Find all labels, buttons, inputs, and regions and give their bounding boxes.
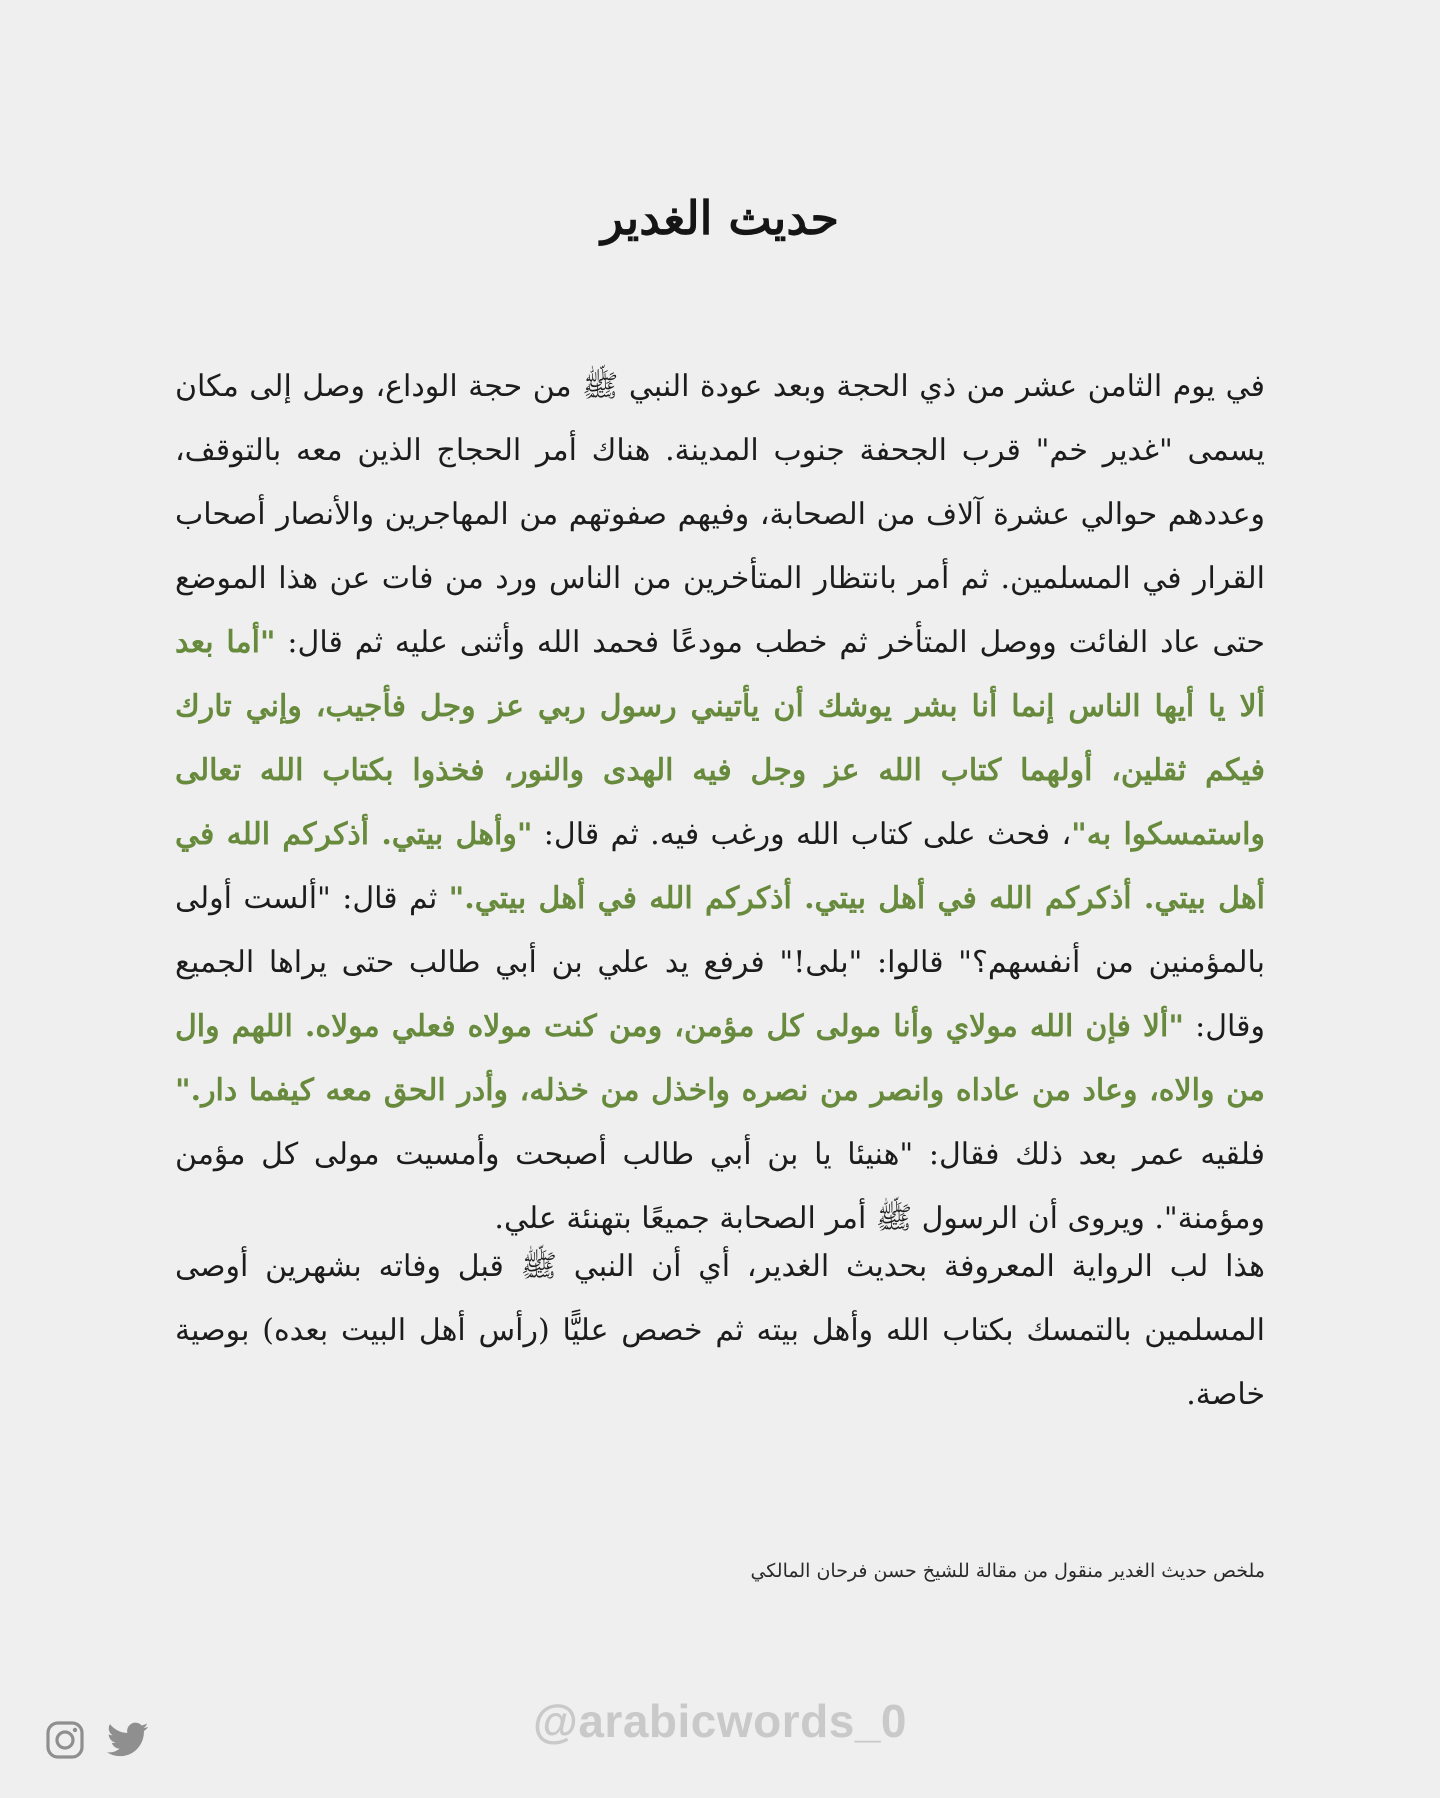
prophet-quote: "أما بعد ألا يا أيها الناس إنما أنا بشر يوشك أن يأتيني رسول ربي عز وجل فأجيب، وإني تارك فيكم ثقلين، أولهما كتاب الله عز وجل فيه الهدى والنور، فخذوا بكتاب الله تعالى واستمسكوا به" xyxy=(175,625,1265,852)
account-handle: @arabicwords_0 xyxy=(532,1695,907,1747)
prophet-quote: "وأهل بيتي. أذكركم الله في أهل بيتي. أذكركم الله في أهل بيتي. أذكركم الله في أهل بيتي." xyxy=(175,817,1265,916)
page-title: حديث الغدير xyxy=(601,190,839,245)
narrative-text: ، فحث على كتاب الله ورغب فيه. ثم قال: xyxy=(532,817,1072,852)
narrative-text: ثم قال: "ألست أولى بالمؤمنين من أنفسهم؟" قالوا: "بلى!" فرفع يد علي بن أبي طالب حتى يراها الجميع وقال: xyxy=(175,881,1265,1044)
narrative-text: في يوم الثامن عشر من ذي الحجة وبعد عودة النبي ﷺ من حجة الوداع، وصل إلى مكان يسمى "غدير خم" قرب الجحفة جنوب المدينة. هناك أمر الحجاج الذين معه بالتوقف، وعددهم حوالي عشرة آلاف من الصحابة، وفيهم صفوتهم من المهاجرين والأنصار أصحاب القرار في المسلمين. ثم أمر بانتظار المتأخرين من الناس ورد من فات عن هذا الموضع حتى عاد الفائت ووصل المتأخر ثم خطب مودعًا فحمد الله وأثنى عليه ثم قال: xyxy=(175,369,1265,660)
summary-paragraph: هذا لب الرواية المعروفة بحديث الغدير، أي أن النبي ﷺ قبل وفاته بشهرين أوصى المسلمين بالتمسك بكتاب الله وأهل بيته ثم خصص عليًّا (رأس أهل البيت بعده) بوصية خاصة. xyxy=(175,1249,1265,1412)
prophet-quote: "ألا فإن الله مولاي وأنا مولى كل مؤمن، ومن كنت مولاه فعلي مولاه. اللهم وال من والاه، وعاد من عاداه وانصر من نصره واخذل من خذله، وأدر الحق معه كيفما دار." xyxy=(175,1009,1265,1108)
source-note: ملخص حديث الغدير منقول من مقالة للشيخ حسن فرحان المالكي xyxy=(750,1560,1265,1582)
narrative-text: فلقيه عمر بعد ذلك فقال: "هنيئا يا بن أبي طالب أصبحت وأمسيت مولى كل مؤمن ومؤمنة". ويروى أن الرسول ﷺ أمر الصحابة جميعًا بتهنئة علي. xyxy=(175,1137,1265,1236)
narrative-paragraph xyxy=(175,355,1265,1235)
article-body xyxy=(175,355,1265,1427)
footer xyxy=(0,1690,1440,1770)
